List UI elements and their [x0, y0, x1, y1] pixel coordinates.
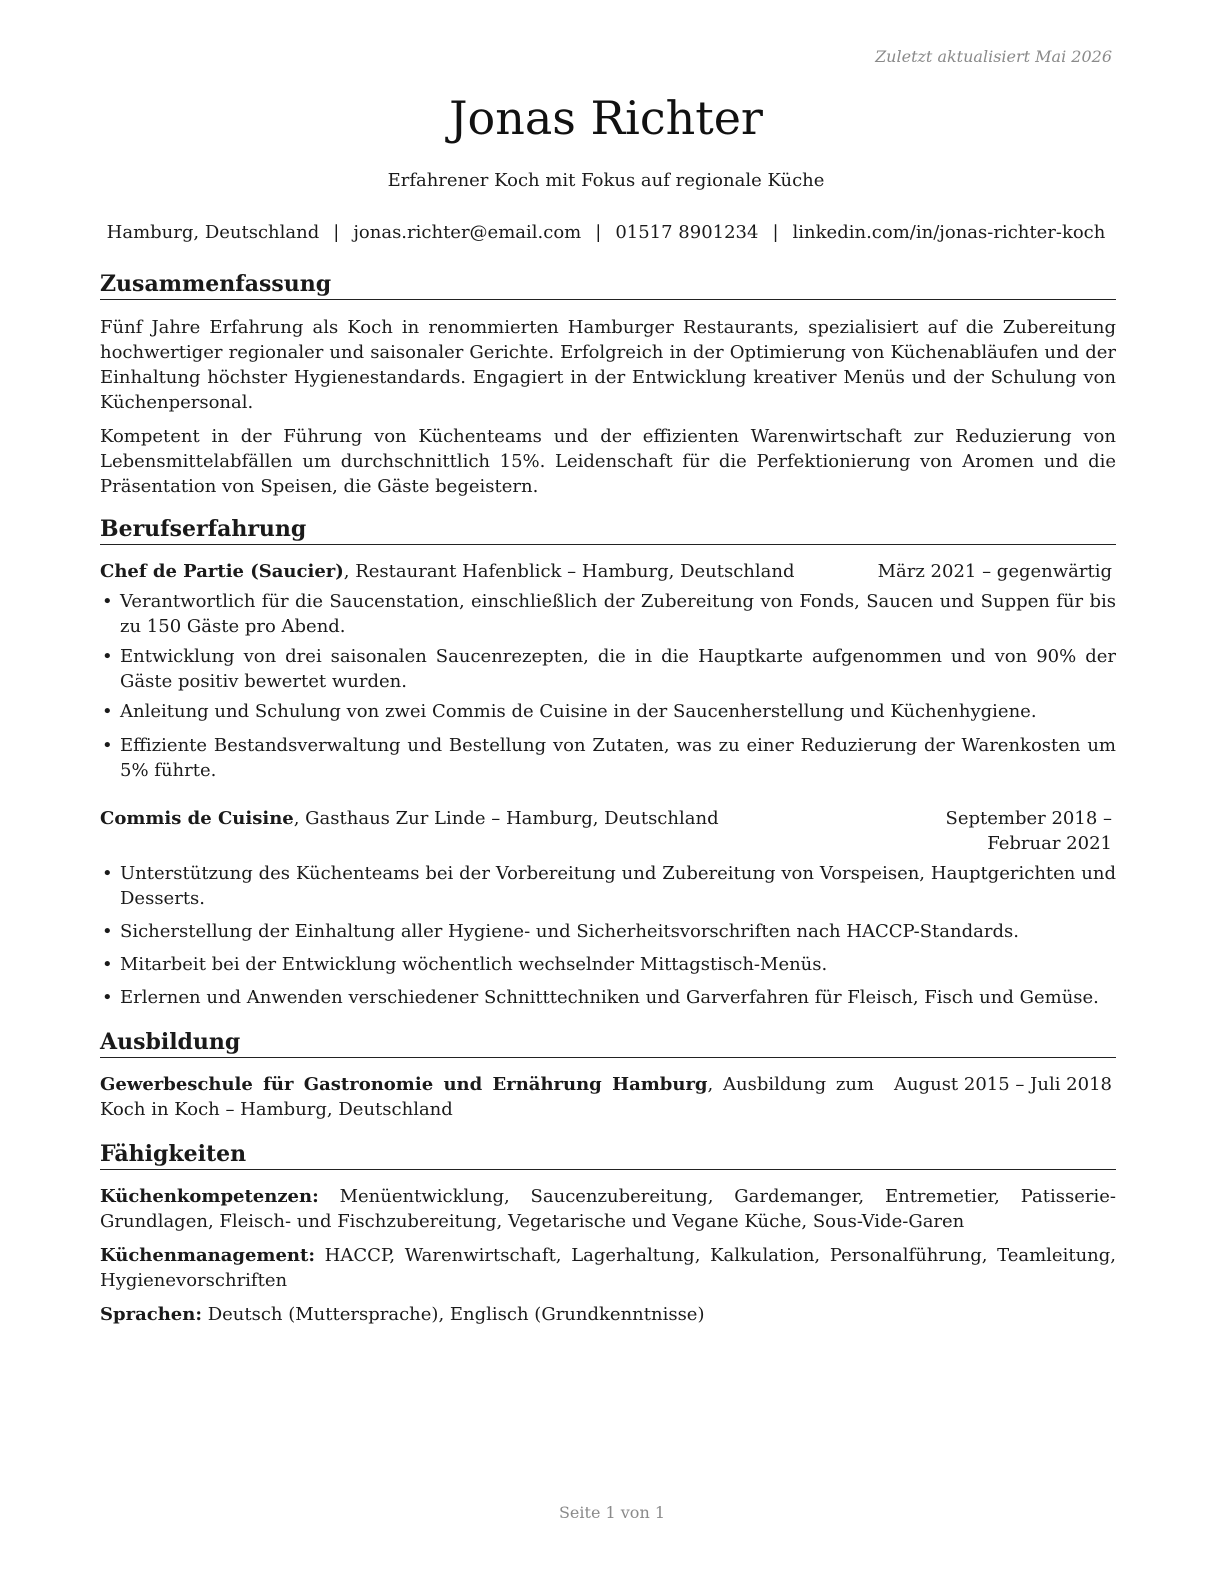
job-dates: September 2018 – Februar 2021: [945, 808, 1112, 854]
skill-value: Deutsch (Muttersprache), Englisch (Grundkenntnisse): [201, 1304, 705, 1325]
resume-content: [100, 270, 1116, 1327]
job-dates: März 2021 – gegenwärtig: [877, 561, 1112, 582]
bullet-item: • Erlernen und Anwenden verschiedener Schnitttechniken und Garverfahren für Fleisch, Fisch und Gemüse.: [100, 985, 1116, 1010]
job-header: [100, 559, 1116, 584]
contact-line: [100, 220, 1112, 245]
contact-location: Hamburg, Deutschland: [106, 222, 320, 243]
skill-row: [100, 1302, 1116, 1327]
skill-value: Menüentwicklung, Saucenzubereitung, Gardemanger, Entremetier, Patisserie-Grundlagen, Fleisch- und Fischzubereitung, Vegetarische und Vegane Küche, Sous-Vide-Garen: [100, 1186, 1116, 1232]
section-title-skills: Fähigkeiten: [100, 1140, 1116, 1170]
contact-separator: |: [772, 222, 779, 243]
bullet-item: • Effiziente Bestandsverwaltung und Bestellung von Zutaten, was zu einer Reduzierung der Warenkosten um 5% führte.: [100, 733, 1116, 783]
candidate-name: Jonas Richter: [449, 91, 763, 145]
education-entry: [100, 1072, 1116, 1122]
skill-label: Küchenkompetenzen:: [100, 1186, 319, 1207]
contact-email[interactable]: jonas.richter@email.com: [353, 222, 582, 243]
education-line: [100, 1072, 894, 1122]
contact-phone: 01517 8901234: [615, 222, 759, 243]
contact-separator: |: [333, 222, 340, 243]
bullet-item: • Sicherstellung der Einhaltung aller Hygiene- und Sicherheitsvorschriften nach HACCP-Standards.: [100, 919, 1116, 944]
summary-paragraph: Fünf Jahre Erfahrung als Koch in renommierten Hamburger Restaurants, spezialisiert auf die Zubereitung hochwertiger regionaler und saisonaler Gerichte. Erfolgreich in der Optimierung von Küchenabläufen und der Einhaltung höchster Hygienestandards. Engagiert in der Entwicklung kreativer Menüs und der Schulung von Küchenpersonal.: [100, 317, 1116, 413]
job-header: [100, 806, 1116, 856]
bullet-item: • Mitarbeit bei der Entwicklung wöchentlich wechselnder Mittagstisch-Menüs.: [100, 952, 1116, 977]
last-updated: Zuletzt aktualisiert Mai 2026: [875, 47, 1112, 66]
bullet-item: • Unterstützung des Küchenteams bei der Vorbereitung und Zubereitung von Vorspeisen, Hauptgerichten und Desserts.: [100, 861, 1116, 911]
skill-row: [100, 1184, 1116, 1234]
education-detail: , Ausbildung zum Koch in Koch – Hamburg, Deutschland: [100, 1074, 874, 1120]
bullet-item: • Anleitung und Schulung von zwei Commis de Cuisine in der Saucenherstellung und Küchenhygiene.: [100, 699, 1116, 724]
skill-label: Küchenmanagement:: [100, 1245, 315, 1266]
job-place: , Gasthaus Zur Linde – Hamburg, Deutschland: [293, 808, 719, 829]
tagline: Erfahrener Koch mit Fokus auf regionale Küche: [387, 170, 825, 191]
skill-label: Sprachen:: [100, 1304, 202, 1325]
contact-separator: |: [595, 222, 602, 243]
job-role: Chef de Partie (Saucier): [100, 561, 344, 582]
contact-linkedin[interactable]: linkedin.com/in/jonas-richter-koch: [792, 222, 1106, 243]
skill-value: HACCP, Warenwirtschaft, Lagerhaltung, Kalkulation, Personalführung, Teamleitung, Hygienevorschriften: [100, 1245, 1116, 1291]
section-title-summary: Zusammenfassung: [100, 270, 1116, 300]
section-title-education: Ausbildung: [100, 1028, 1116, 1058]
bullet-item: • Entwicklung von drei saisonalen Saucenrezepten, die in die Hauptkarte aufgenommen und von 90% der Gäste positiv bewertet wurden.: [100, 644, 1116, 694]
job-title-line: [100, 559, 878, 584]
education-school: Gewerbeschule für Gastronomie und Ernährung Hamburg: [100, 1074, 708, 1095]
section-title-experience: Berufserfahrung: [100, 515, 1116, 545]
summary-paragraph: Kompetent in der Führung von Küchenteams und der effizienten Warenwirtschaft zur Reduzierung von Lebensmittelabfällen um durchschnittlich 15%. Leidenschaft für die Perfektionierung von Aromen und die Präsentation von Speisen, die Gäste begeistern.: [100, 426, 1116, 497]
job-role: Commis de Cuisine: [100, 808, 294, 829]
job-title-line: [100, 806, 872, 831]
education-dates: August 2015 – Juli 2018: [893, 1074, 1112, 1095]
job-bullets: [100, 589, 1116, 783]
page-number: Seite 1 von 1: [558, 1503, 666, 1522]
job-place: , Restaurant Hafenblick – Hamburg, Deutschland: [343, 561, 795, 582]
bullet-item: • Verantwortlich für die Saucenstation, einschließlich der Zubereitung von Fonds, Saucen und Suppen für bis zu 150 Gäste pro Abend.: [100, 589, 1116, 639]
skill-row: [100, 1243, 1116, 1293]
job-bullets: [100, 861, 1116, 1010]
